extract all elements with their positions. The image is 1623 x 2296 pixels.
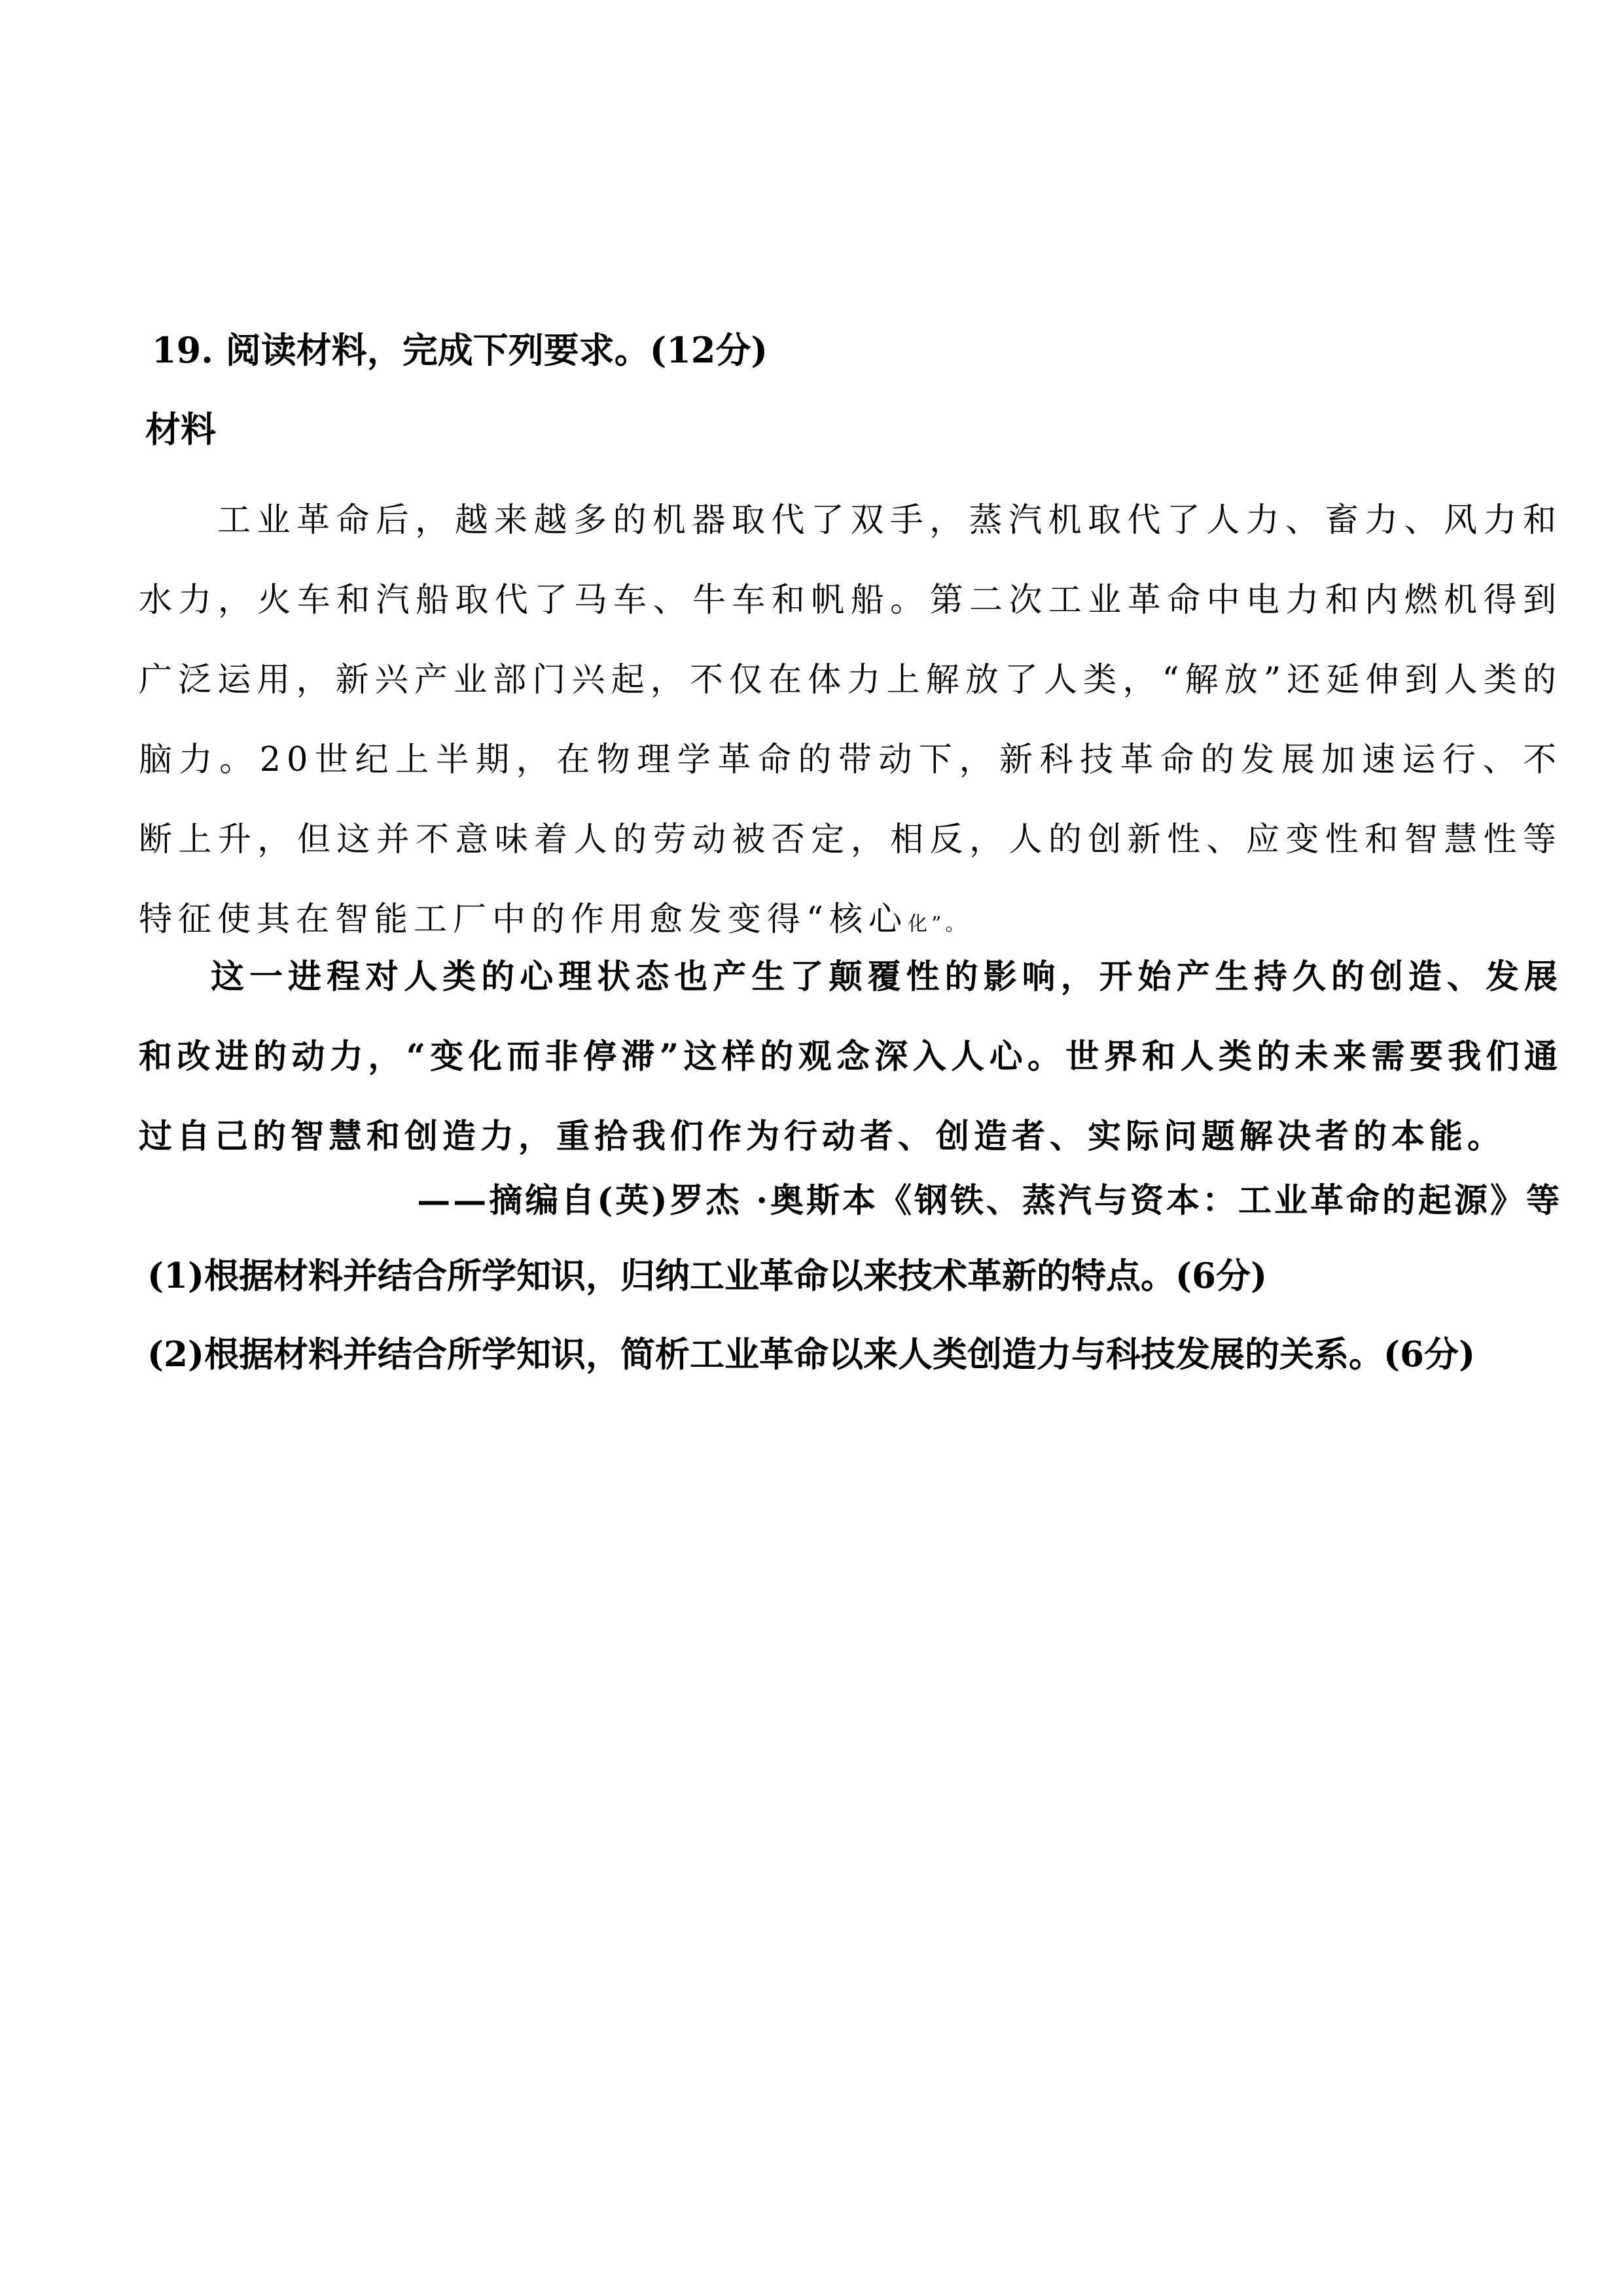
material-source: ——摘编自(英)罗杰 ·奥斯本《钢铁、蒸汽与资本：工业革命的起源》等	[417, 1181, 1562, 1220]
sub-question-1: (1)根据材料并结合所学知识，归纳工业革命以来技术革新的特点。(6分)	[147, 1256, 1268, 1296]
question-heading: 19. 阅读材料，完成下列要求。(12分)	[152, 329, 768, 371]
material-label: 材料	[145, 409, 216, 450]
material-paragraph-1-tail: 化”。	[908, 913, 969, 936]
sub-question-2: (2)根据材料并结合所学知识，简析工业革命以来人类创造力与科技发展的关系。(6分)	[147, 1334, 1476, 1375]
material-paragraph-1-text: 工业革命后，越来越多的机器取代了双手，蒸汽机取代了人力、畜力、风力和水力，火车和汽船取代了马车、牛车和帆船。第二次工业革命中电力和内燃机得到广泛运用，新兴产业部门兴起，不仅在体力上解放了人类，“解放”还延伸到人类的脑力。20世纪上半期，在物理学革命的带动下，新科技革命的发展加速运行、不断上升，但这并不意味着人的劳动被否定，相反，人的创新性、应变性和智慧性等特征使其在智能工厂中的作用愈发变得“核心	[139, 501, 1562, 939]
material-paragraph-1	[139, 481, 1562, 964]
material-paragraph-2: 这一进程对人类的心理状态也产生了颠覆性的影响，开始产生持久的创造、发展和改进的动力，“变化而非停滞”这样的观念深入人心。世界和人类的未来需要我们通过自己的智慧和创造力，重拾我们作为行动者、创造者、实际问题解决者的本能。	[139, 957, 1562, 1156]
